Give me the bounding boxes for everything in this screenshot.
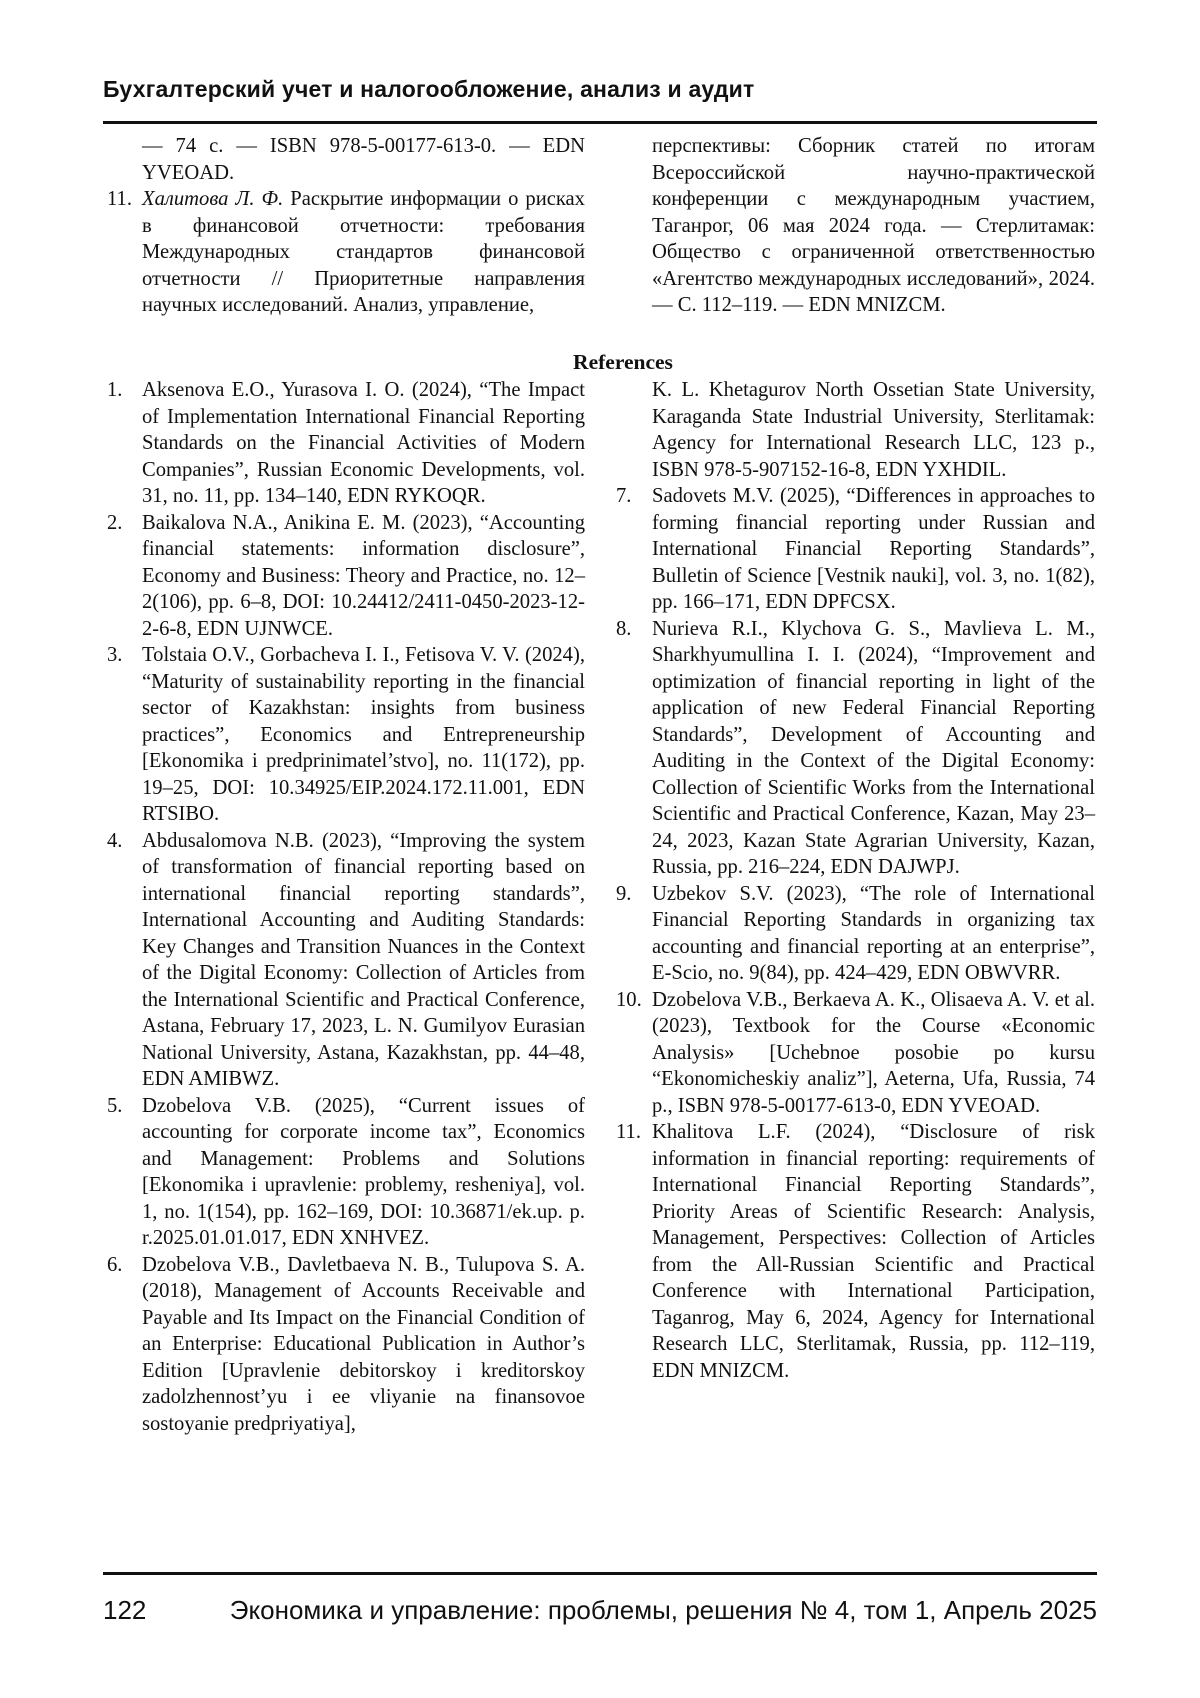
reference-continuation bbox=[616, 133, 1095, 319]
reference-number: 7. bbox=[616, 485, 632, 507]
page-footer bbox=[103, 1595, 1097, 1626]
reference-item bbox=[103, 510, 585, 643]
reference-number: 10. bbox=[616, 988, 642, 1011]
reference-continuation bbox=[103, 133, 585, 186]
footer-page-number: 122 bbox=[103, 1595, 147, 1625]
reference-text: Халитова Л. Ф. Раскрытие информации о рисках в финансовой отчетности: требования Международных стандартов финансовой отчетности // Приоритетные направления научных исследований. Анализ, управление, bbox=[142, 188, 585, 316]
reference-number: 2. bbox=[107, 511, 123, 534]
reference-item bbox=[616, 483, 1095, 616]
reference-item bbox=[103, 186, 585, 319]
reference-item bbox=[103, 377, 585, 510]
reference-text: Tolstaia O.V., Gorbacheva I. I., Fetisova V. V. (2024), “Maturity of sustainability reporting in the financial sector of Kazakhstan: insights from business practices”, Economics and Entrepreneurship [Ekonomika i predprinimatel’stvo], no. 11(172), pp. 19–25, DOI: 10.34925/EIP.2024.172.11.001, EDN RTSIBO. bbox=[142, 644, 585, 825]
reference-text: Nurieva R.I., Klychova G. S., Mavlieva L. M., Sharkhyumullina I. I. (2024), “Improvement and optimization of financial reporting in light of the application of new Federal Financial Reporting Standards”, Development of Accounting and Auditing in the Context of the Digital Economy: Collection of Scientific Works from the International Scientific and Practical Conference, Kazan, May 23–24, 2023, Kazan State Agrarian University, Kazan, Russia, pp. 216–224, EDN DAJWPJ. bbox=[652, 617, 1095, 878]
reference-continuation bbox=[616, 377, 1095, 483]
reference-number: 1. bbox=[107, 379, 123, 401]
reference-item bbox=[103, 642, 585, 828]
russian-references-right-column bbox=[616, 133, 1095, 319]
reference-text: Baikalova N.A., Anikina E. M. (2023), “Accounting financial statements: information disclosure”, Economy and Business: Theory and Practice, no. 12–2(106), pp. 6–8, DOI: 10.24412/2411-0450-2023-12-2-6-8, EDN UJNWCE. bbox=[142, 511, 585, 640]
reference-number: 5. bbox=[107, 1094, 123, 1117]
reference-text: Dzobelova V.B., Davletbaeva N. B., Tulupova S. A. (2018), Management of Accounts Receivable and Payable and Its Impact on the Financial Condition of an Enterprise: Educational Publication in Author’s Edition [Upravlenie debitorskoy i kreditorskoy zadolzhennost’yu i ee vliyanie na finansovoe sostoyanie predpriyatiya], bbox=[142, 1253, 585, 1435]
footer-rule bbox=[103, 1572, 1097, 1575]
reference-number: 8. bbox=[616, 617, 632, 640]
reference-text: Uzbekov S.V. (2023), “The role of International Financial Reporting Standards in organizing tax accounting and financial reporting at an enterprise”, E-Scio, no. 9(84), pp. 424–429, EDN OBWVRR. bbox=[652, 882, 1095, 984]
reference-text: Sadovets M.V. (2025), “Differences in approaches to forming financial reporting under Russian and International Financial Reporting Standards”, Bulletin of Science [Vestnik nauki], vol. 3, no. 1(82), pp. 166–171, EDN DPFCSX. bbox=[652, 485, 1095, 613]
reference-number: 9. bbox=[616, 882, 632, 905]
reference-item bbox=[616, 616, 1095, 881]
reference-item bbox=[616, 987, 1095, 1120]
reference-text: K. L. Khetagurov North Ossetian State University, Karaganda State Industrial University, Sterlitamak: Agency for International Research LLC, 123 p., ISBN 978-5-907152-16-8, EDN YXHDIL. bbox=[652, 379, 1095, 481]
page-header-section-title: Бухгалтерский учет и налогообложение, анализ и аудит bbox=[103, 76, 755, 102]
reference-number: 3. bbox=[107, 644, 123, 666]
references-heading: References bbox=[573, 350, 673, 374]
reference-text: Khalitova L.F. (2024), “Disclosure of risk information in financial reporting: requirements of International Financial Reporting Standards”, Priority Areas of Scientific Research: Analysis, Management, Perspectives: Collection of Articles from the All-Russian Scientific and Practical Conference with International Participation, Taganrog, May 6, 2024, Agency for International Research LLC, Sterlitamak, Russia, pp. 112–119, EDN MNIZCM. bbox=[652, 1121, 1095, 1382]
reference-text: Aksenova E.O., Yurasova I. O. (2024), “The Impact of Implementation International Financial Reporting Standards on the Financial Activities of Modern Companies”, Russian Economic Developments, vol. 31, no. 11, pp. 134–140, EDN RYKOQR. bbox=[142, 379, 585, 507]
reference-item bbox=[616, 1119, 1095, 1384]
reference-item bbox=[103, 1252, 585, 1438]
reference-text: перспективы: Сборник статей по итогам Всероссийской научно-практической конференции с международным участием, Таганрог, 06 мая 2024 года. — Стерлитамак: Общество с ограниченной ответственностью «Агентство международных исследований», 2024. — С. 112–119. — EDN MNIZCM. bbox=[652, 135, 1095, 316]
reference-text: Abdusalomova N.B. (2023), “Improving the system of transformation of financial reporting based on international financial reporting standards”, International Accounting and Auditing Standards: Key Changes and Transition Nuances in the Context of the Digital Economy: Collection of Articles from the International Scientific and Practical Conference, Astana, February 17, 2023, L. N. Gumilyov Eurasian National University, Astana, Kazakhstan, pp. 44–48, EDN AMIBWZ. bbox=[142, 829, 585, 1090]
reference-text: Dzobelova V.B. (2025), “Current issues of accounting for corporate income tax”, Economics and Management: Problems and Solutions [Ekonomika i upravlenie: problemy, resheniya], vol. 1, no. 1(154), pp. 162–169, DOI: 10.36871/ek.up. p. r.2025.01.01.017, EDN XNHVEZ. bbox=[142, 1094, 585, 1249]
footer-journal-line: Экономика и управление: проблемы, решения № 4, том 1, Апрель 2025 bbox=[229, 1595, 1097, 1625]
header-rule bbox=[103, 121, 1097, 124]
english-references-left-column bbox=[103, 377, 585, 1437]
reference-item bbox=[103, 1093, 585, 1252]
reference-text: — 74 с. — ISBN 978-5-00177-613-0. — EDN YVEOAD. bbox=[142, 135, 585, 184]
russian-references-left-column bbox=[103, 133, 585, 319]
reference-author-italic: Халитова Л. Ф. bbox=[142, 188, 284, 210]
reference-text: Dzobelova V.B., Berkaeva A. K., Olisaeva A. V. et al. (2023), Textbook for the Course «Economic Analysis» [Uchebnoe posobie po kursu “Ekonomicheskiy analiz”], Aeterna, Ufa, Russia, 74 p., ISBN 978-5-00177-613-0, EDN YVEOAD. bbox=[652, 988, 1095, 1117]
english-references-right-column bbox=[616, 377, 1095, 1384]
reference-number: 4. bbox=[107, 829, 123, 852]
reference-number: 11. bbox=[107, 188, 132, 210]
reference-item bbox=[616, 881, 1095, 987]
reference-item bbox=[103, 828, 585, 1093]
reference-number: 6. bbox=[107, 1253, 123, 1276]
reference-number: 11. bbox=[616, 1121, 641, 1143]
